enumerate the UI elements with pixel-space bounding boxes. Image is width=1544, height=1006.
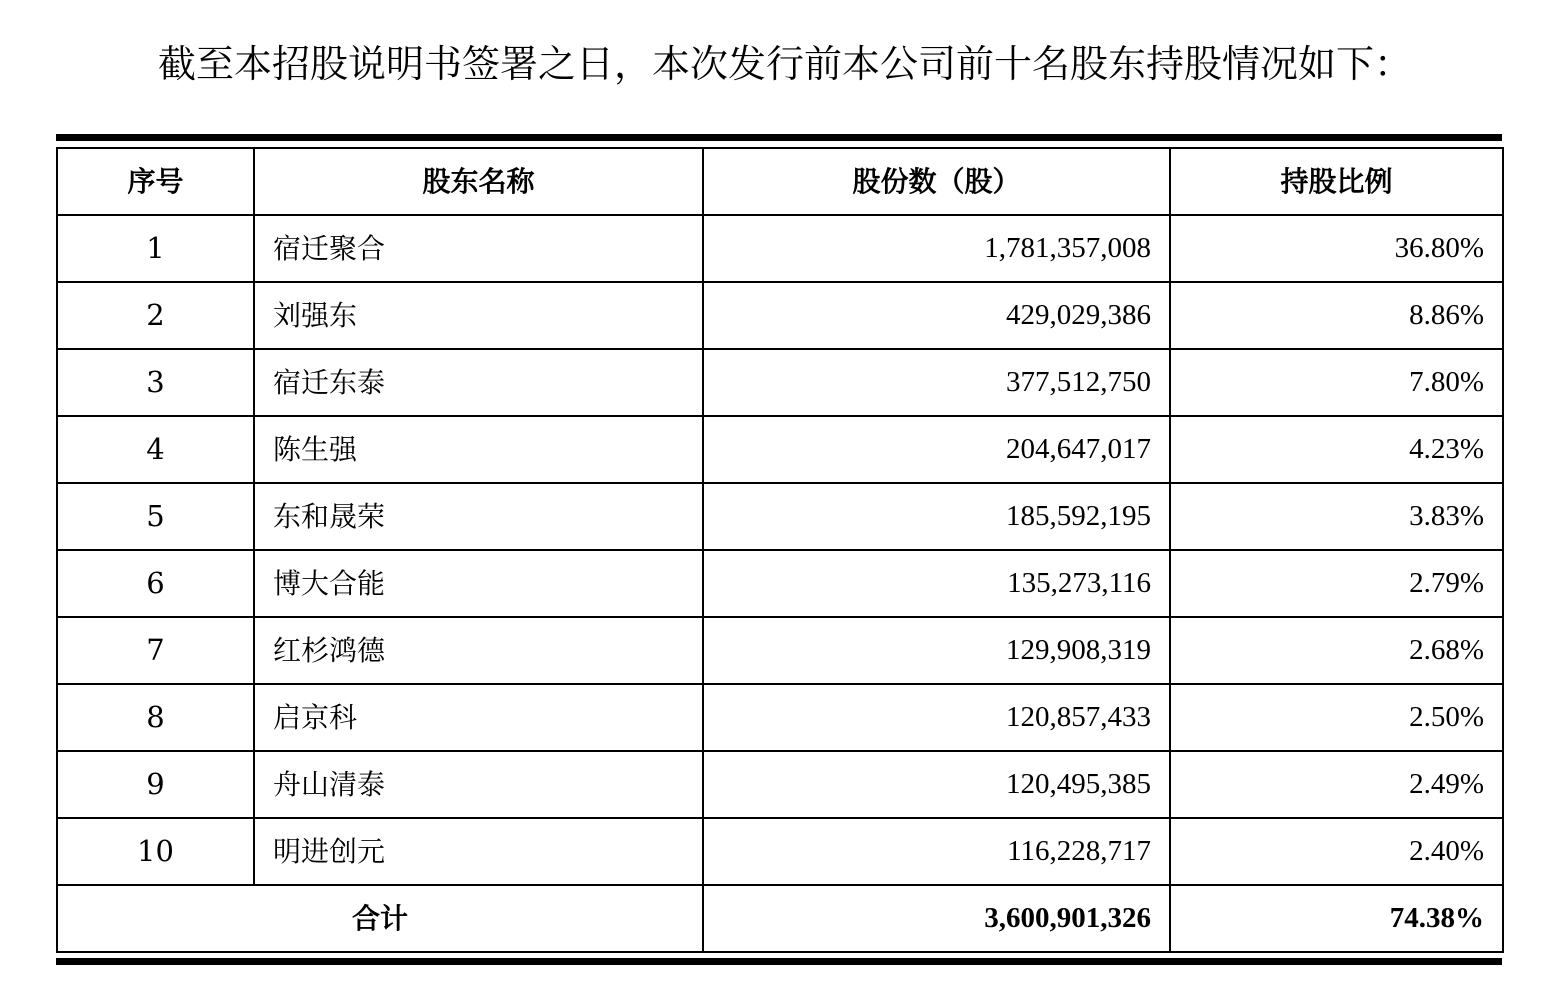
row-name: 博大合能 xyxy=(254,550,703,617)
row-index: 2 xyxy=(57,282,254,349)
row-shares: 120,857,433 xyxy=(703,684,1170,751)
table-header-row xyxy=(57,148,1503,215)
row-index: 10 xyxy=(57,818,254,885)
row-ratio: 4.23% xyxy=(1170,416,1503,483)
table-row xyxy=(57,215,1503,282)
table-row xyxy=(57,684,1503,751)
intro-paragraph: 截至本招股说明书签署之日，本次发行前本公司前十名股东持股情况如下： xyxy=(158,42,1413,86)
row-name: 红杉鸿德 xyxy=(254,617,703,684)
row-index: 8 xyxy=(57,684,254,751)
row-index: 1 xyxy=(57,215,254,282)
table-bottom-rule xyxy=(56,958,1502,965)
row-shares: 135,273,116 xyxy=(703,550,1170,617)
table-row xyxy=(57,416,1503,483)
row-ratio: 2.68% xyxy=(1170,617,1503,684)
row-ratio: 7.80% xyxy=(1170,349,1503,416)
row-shares: 204,647,017 xyxy=(703,416,1170,483)
row-shares: 120,495,385 xyxy=(703,751,1170,818)
row-ratio: 36.80% xyxy=(1170,215,1503,282)
table-row xyxy=(57,751,1503,818)
row-name: 宿迁东泰 xyxy=(254,349,703,416)
table-row xyxy=(57,550,1503,617)
row-shares: 185,592,195 xyxy=(703,483,1170,550)
row-index: 9 xyxy=(57,751,254,818)
row-name: 舟山清泰 xyxy=(254,751,703,818)
table-top-rule xyxy=(56,134,1502,141)
row-index: 6 xyxy=(57,550,254,617)
row-shares: 1,781,357,008 xyxy=(703,215,1170,282)
shareholder-table xyxy=(56,147,1504,953)
row-name: 刘强东 xyxy=(254,282,703,349)
row-ratio: 2.79% xyxy=(1170,550,1503,617)
table-row xyxy=(57,617,1503,684)
row-index: 4 xyxy=(57,416,254,483)
row-shares: 377,512,750 xyxy=(703,349,1170,416)
header-name: 股东名称 xyxy=(254,148,703,215)
table-row xyxy=(57,349,1503,416)
row-name: 明进创元 xyxy=(254,818,703,885)
table-row xyxy=(57,282,1503,349)
row-ratio: 3.83% xyxy=(1170,483,1503,550)
header-ratio: 持股比例 xyxy=(1170,148,1503,215)
row-name: 启京科 xyxy=(254,684,703,751)
row-ratio: 2.49% xyxy=(1170,751,1503,818)
row-ratio: 2.50% xyxy=(1170,684,1503,751)
row-index: 3 xyxy=(57,349,254,416)
total-ratio: 74.38% xyxy=(1170,885,1503,952)
table-row xyxy=(57,818,1503,885)
row-shares: 116,228,717 xyxy=(703,818,1170,885)
row-ratio: 2.40% xyxy=(1170,818,1503,885)
row-ratio: 8.86% xyxy=(1170,282,1503,349)
total-shares: 3,600,901,326 xyxy=(703,885,1170,952)
header-index: 序号 xyxy=(57,148,254,215)
row-name: 陈生强 xyxy=(254,416,703,483)
table-total-row xyxy=(57,885,1503,952)
row-index: 5 xyxy=(57,483,254,550)
total-label: 合计 xyxy=(57,885,703,952)
row-shares: 429,029,386 xyxy=(703,282,1170,349)
row-name: 东和晟荣 xyxy=(254,483,703,550)
row-name: 宿迁聚合 xyxy=(254,215,703,282)
table-row xyxy=(57,483,1503,550)
row-shares: 129,908,319 xyxy=(703,617,1170,684)
shareholder-table-container xyxy=(56,134,1502,965)
row-index: 7 xyxy=(57,617,254,684)
header-shares: 股份数（股） xyxy=(703,148,1170,215)
